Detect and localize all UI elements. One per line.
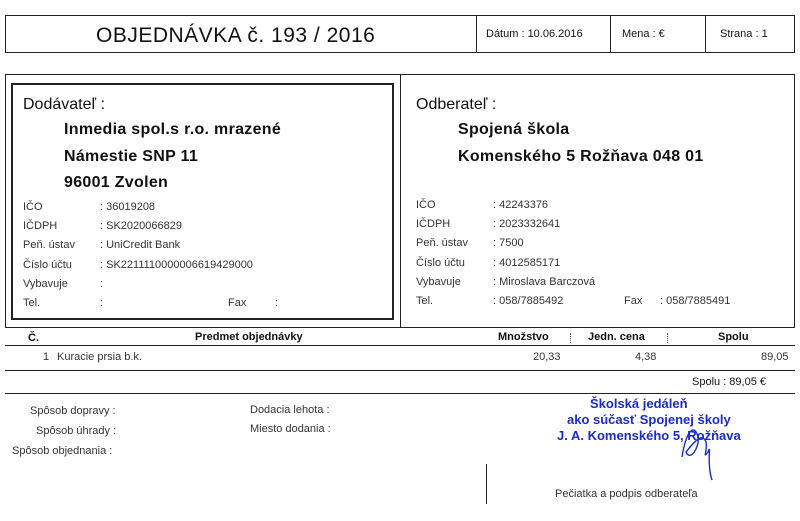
supplier-field-label: Číslo účtu <box>23 259 72 271</box>
customer-field-label: Peň. ústav <box>416 237 468 249</box>
table-header-line <box>5 345 795 346</box>
supplier-field-label: Peň. ústav <box>23 239 75 251</box>
header-divider <box>705 15 706 53</box>
supplier-field-value: : UniCredit Bank <box>100 239 181 251</box>
customer-heading: Odberateľ : <box>416 96 497 113</box>
order-total: Spolu : 89,05 € <box>692 376 767 388</box>
supplier-field-label: IČDPH <box>23 220 58 232</box>
stamp-line: Školská jedáleň <box>590 396 688 411</box>
row-total: 89,05 <box>761 351 789 363</box>
payment-label: Spôsob úhrady : <box>36 425 117 437</box>
order-method-label: Spôsob objednania : <box>12 445 113 457</box>
row-unit-price: 4,38 <box>635 351 657 363</box>
document-date: Dátum : 10.06.2016 <box>486 28 583 40</box>
customer-field-value: : 42243376 <box>493 199 549 211</box>
signature-caption: Pečiatka a podpis odberateľa <box>555 488 698 500</box>
customer-field-value: : 2023332641 <box>493 218 561 230</box>
supplier-box <box>11 83 394 320</box>
customer-fax-label: Fax <box>624 295 643 307</box>
stamp-line: J. A. Komenského 5, Rožňava <box>557 428 741 443</box>
signature-divider <box>486 464 487 504</box>
customer-field-value: : 058/7885492 <box>493 295 564 307</box>
customer-field-label: Tel. <box>416 295 434 307</box>
column-header: Predmet objednávky <box>195 331 303 343</box>
column-header: Spolu <box>718 331 749 343</box>
customer-address: Komenského 5 Rožňava 048 01 <box>458 148 704 165</box>
total-line <box>5 393 795 394</box>
customer-field-label: Vybavuje <box>416 276 461 288</box>
row-item: Kuracie prsia b.k. <box>57 351 142 363</box>
column-header: Množstvo <box>498 331 549 343</box>
supplier-field-value: : <box>100 297 104 309</box>
supplier-city: 96001 Zvolen <box>64 174 169 191</box>
document-title: OBJEDNÁVKA č. 193 / 2016 <box>96 24 376 47</box>
supplier-name: Inmedia spol.s r.o. mrazené <box>64 121 282 138</box>
customer-field-value: : 4012585171 <box>493 257 561 269</box>
supplier-fax-value: : <box>275 297 279 309</box>
customer-field-label: IČO <box>416 199 436 211</box>
stamp-line: ako súčasť Spojenej školy <box>567 412 731 427</box>
header-divider <box>610 15 611 53</box>
table-row <box>5 349 795 367</box>
supplier-street: Námestie SNP 11 <box>64 148 199 165</box>
supplier-field-value: : SK2020066829 <box>100 220 182 232</box>
customer-field-value: : Miroslava Barczová <box>493 276 596 288</box>
document-page: Strana : 1 <box>720 28 768 40</box>
delivery-place-label: Miesto dodania : <box>250 423 331 435</box>
supplier-field-label: Tel. <box>23 297 41 309</box>
customer-field-label: Číslo účtu <box>416 257 465 269</box>
supplier-field-value: : <box>100 278 104 290</box>
supplier-field-label: IČO <box>23 201 43 213</box>
signature-scribble <box>672 412 732 482</box>
customer-fax-value: : 058/7885491 <box>660 295 731 307</box>
table-bottom-line <box>5 370 795 371</box>
customer-name: Spojená škola <box>458 121 570 138</box>
header-sep <box>667 333 668 343</box>
document-currency: Mena : € <box>622 28 665 40</box>
header-sep <box>570 333 571 343</box>
supplier-heading: Dodávateľ : <box>23 96 106 113</box>
supplier-field-value: : SK2211110000006619429000 <box>100 259 253 271</box>
supplier-fax-label: Fax <box>228 297 247 309</box>
column-header: Č. <box>28 332 39 344</box>
row-quantity: 20,33 <box>533 351 561 363</box>
supplier-field-label: Vybavuje <box>23 278 68 290</box>
delivery-deadline-label: Dodacia lehota : <box>250 404 330 416</box>
customer-field-label: IČDPH <box>416 218 451 230</box>
row-number: 1 <box>43 351 50 363</box>
transport-label: Spôsob dopravy : <box>30 405 116 417</box>
supplier-field-value: : 36019208 <box>100 201 156 213</box>
parties-divider <box>400 74 401 328</box>
column-header: Jedn. cena <box>588 331 645 343</box>
customer-field-value: : 7500 <box>493 237 524 249</box>
header-divider <box>476 15 477 53</box>
